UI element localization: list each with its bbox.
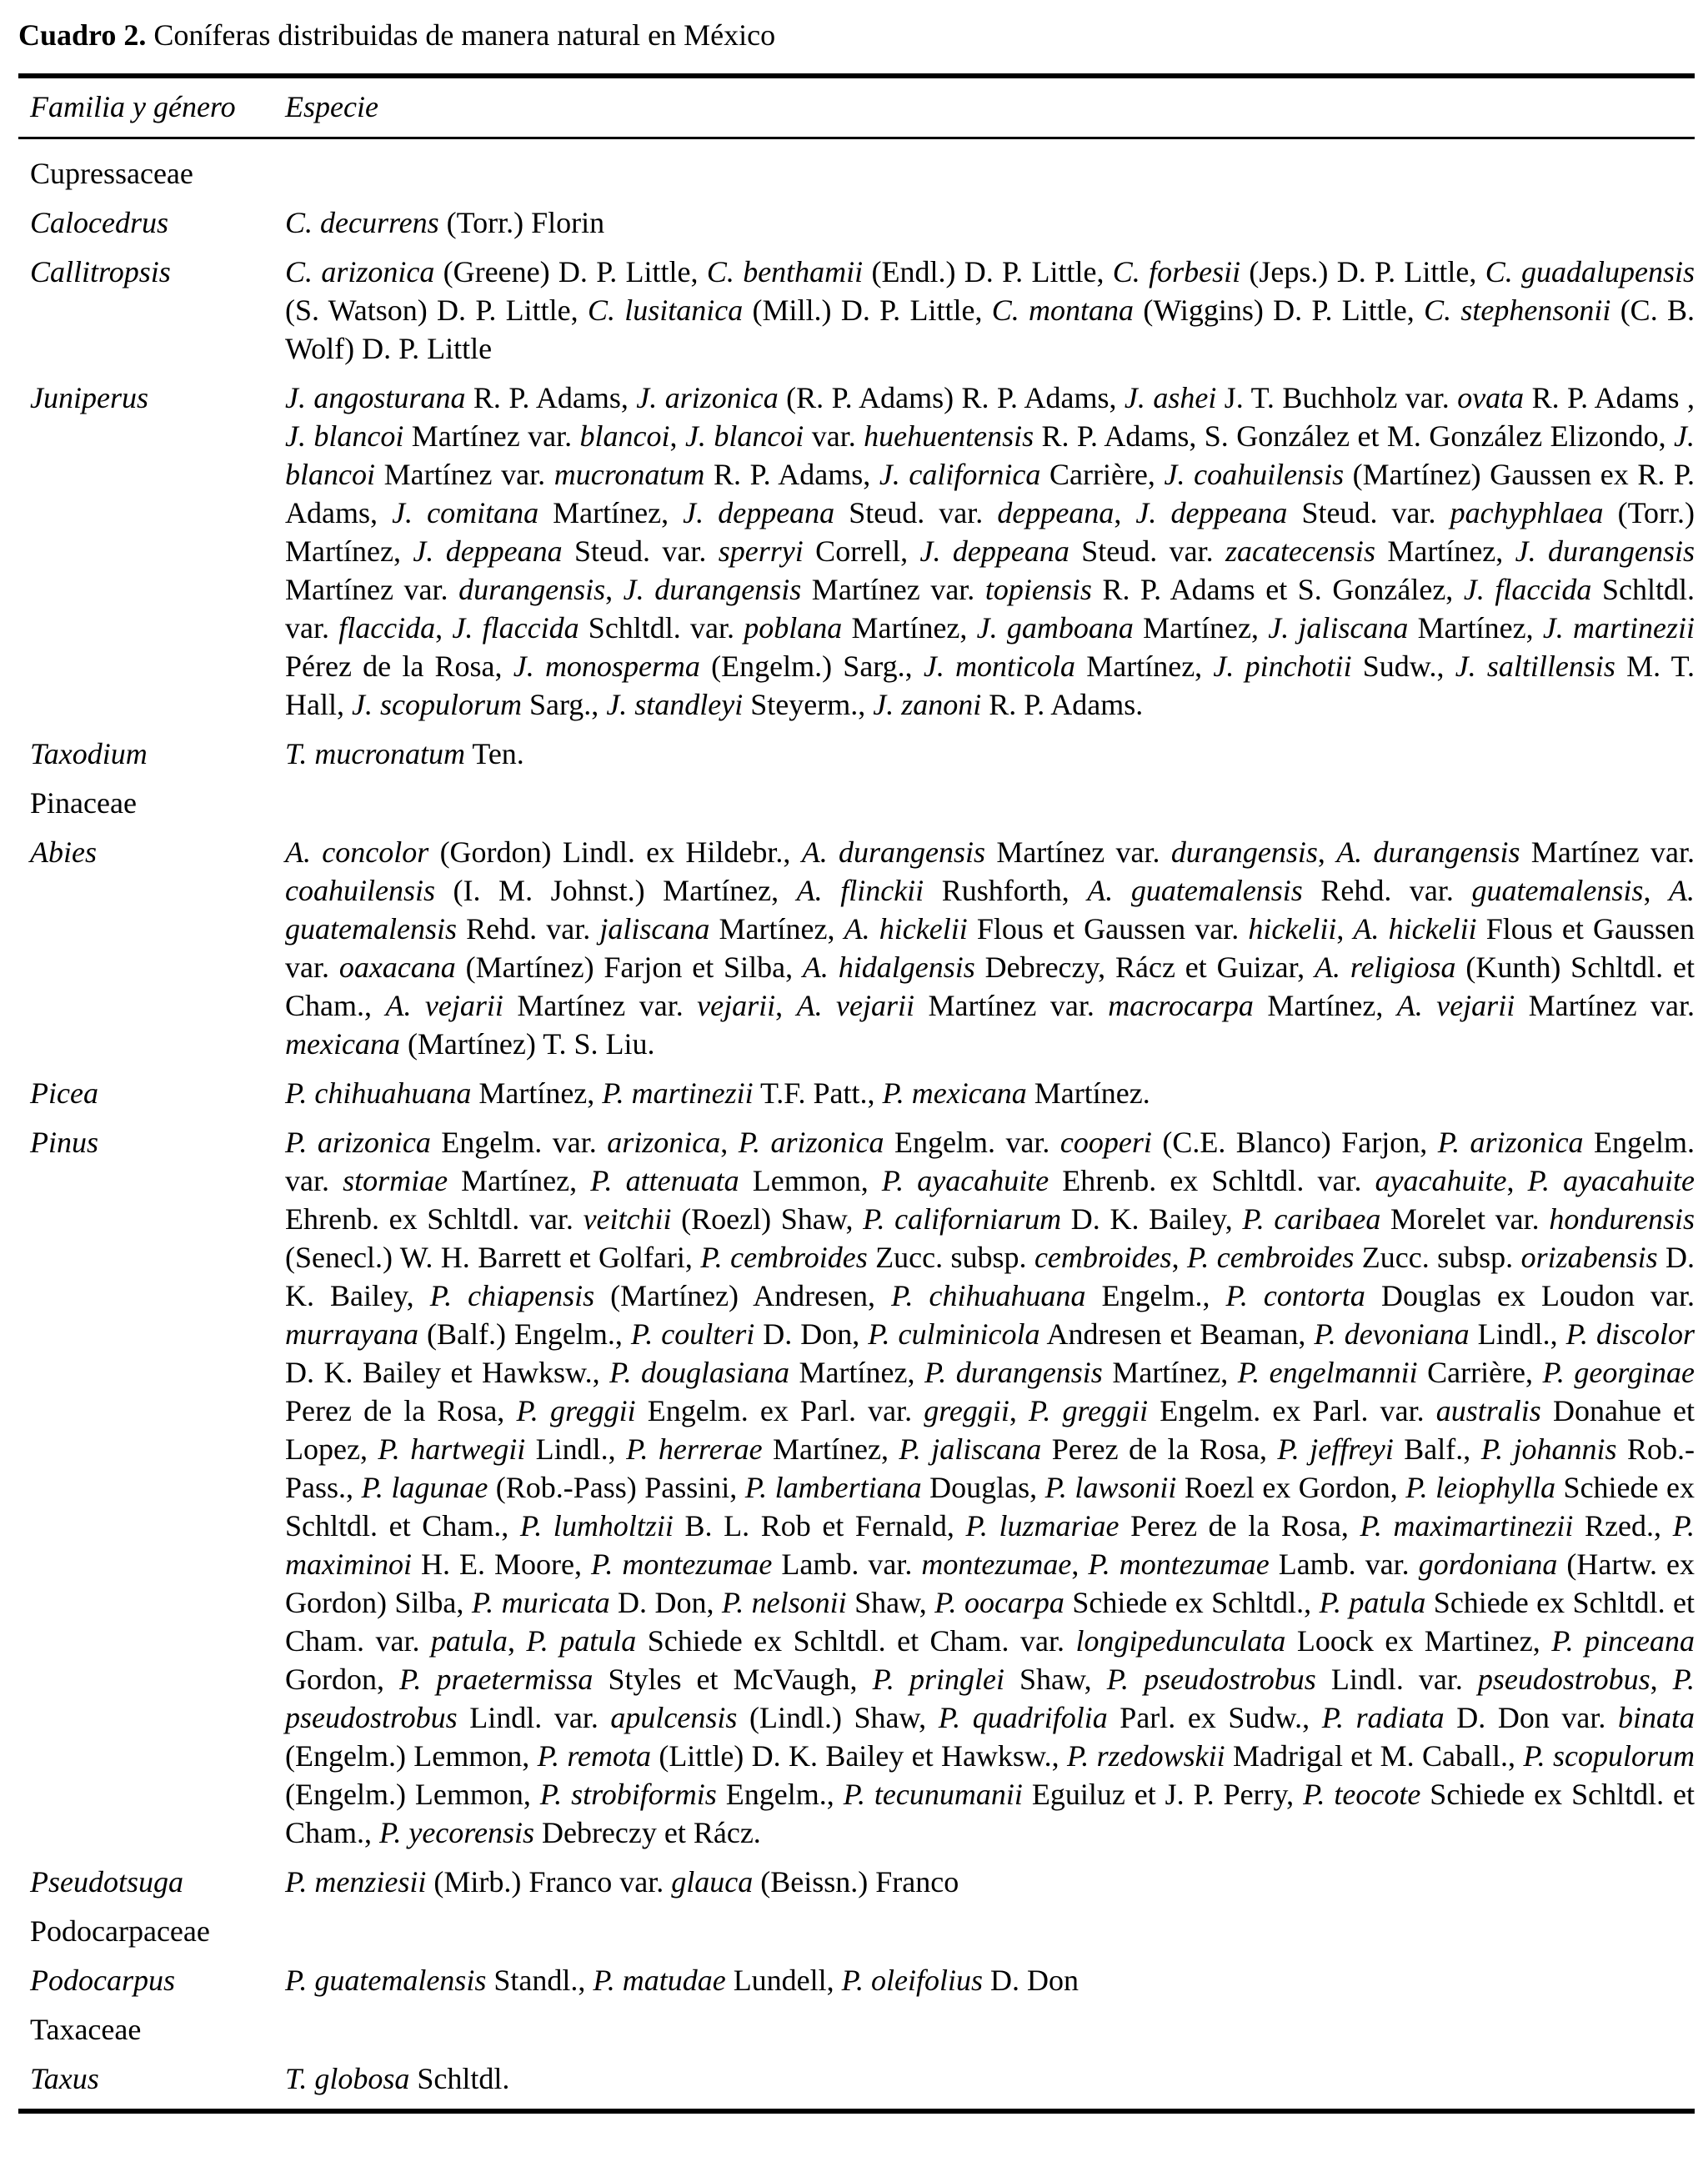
genus-name: Taxodium <box>30 737 148 770</box>
table-caption <box>18 17 1695 53</box>
species-list: T. mucronatum Ten. <box>285 737 524 770</box>
genus-name: Pinus <box>30 1126 99 1159</box>
table-caption-label: Cuadro 2. <box>18 18 147 52</box>
table-header-row <box>18 78 1695 137</box>
genus-name: Juniperus <box>30 381 148 414</box>
table-caption-text: Coníferas distribuidas de manera natural en México <box>146 18 776 52</box>
genus-name: Podocarpus <box>30 1964 175 1997</box>
table-row-picea <box>18 1074 1695 1112</box>
family-name: Pinaceae <box>30 786 137 820</box>
family-name: Podocarpaceae <box>30 1914 210 1948</box>
table-row-taxodium <box>18 735 1695 773</box>
species-list <box>285 784 1695 822</box>
species-list: A. concolor (Gordon) Lindl. ex Hildebr., A. durangensis Martínez var. durangensis, A. durangensis Martínez var. coahuilensis (I. M. Johnst.) Martínez, A. flinckii Rushforth, A. guatemalensis Rehd. var. guatemalensis, A. guatemalensis Rehd. var. jaliscana Martínez, A. hickelii Flous et Gaussen var. hickelii, A. hickelii Flous et Gaussen var. oaxacana (Martínez) Farjon et Silba, A. hidalgensis Debreczy, Rácz et Guizar, A. religiosa (Kunth) Schltdl. et Cham., A. vejarii Martínez var. vejarii, A. vejarii Martínez var. macrocarpa Martínez, A. vejarii Martínez var. mexicana (Martínez) T. S. Liu. <box>285 835 1695 1061</box>
species-list: J. angosturana R. P. Adams, J. arizonica (R. P. Adams) R. P. Adams, J. ashei J. T. Buchholz var. ovata R. P. Adams , J. blancoi Martínez var. blancoi, J. blancoi var. huehuentensis R. P. Adams, S. González et M. González Elizondo, J. blancoi Martínez var. mucronatum R. P. Adams, J. californica Carrière, J. coahuilensis (Martínez) Gaussen ex R. P. Adams, J. comitana Martínez, J. deppeana Steud. var. deppeana, J. deppeana Steud. var. pachyphlaea (Torr.) Martínez, J. deppeana Steud. var. sperryi Correll, J. deppeana Steud. var. zacatecensis Martínez, J. durangensis Martínez var. durangensis, J. durangensis Martínez var. topiensis R. P. Adams et S. González, J. flaccida Schltdl. var. flaccida, J. flaccida Schltdl. var. poblana Martínez, J. gamboana Martínez, J. jaliscana Martínez, J. martinezii Pérez de la Rosa, J. monosperma (Engelm.) Sarg., J. monticola Martínez, J. pinchotii Sudw., J. saltillensis M. T. Hall, J. scopulorum Sarg., J. standleyi Steyerm., J. zanoni R. P. Adams. <box>285 381 1695 721</box>
table-row-abies <box>18 833 1695 1063</box>
table-row-pinaceae <box>18 784 1695 822</box>
table-row-cupressaceae <box>18 154 1695 193</box>
table-row-pseudotsuga <box>18 1863 1695 1901</box>
table-row-pinus <box>18 1123 1695 1852</box>
species-list <box>285 154 1695 193</box>
species-list: P. menziesii (Mirb.) Franco var. glauca (Beissn.) Franco <box>285 1865 959 1899</box>
genus-name: Picea <box>30 1076 98 1110</box>
family-name: Taxaceae <box>30 2013 142 2046</box>
family-name: Cupressaceae <box>30 157 193 190</box>
species-list <box>285 2010 1695 2049</box>
species-list: C. decurrens (Torr.) Florin <box>285 206 605 239</box>
species-list <box>285 1912 1695 1950</box>
table-body <box>18 139 1695 2098</box>
table-row-calocedrus <box>18 203 1695 242</box>
genus-name: Calocedrus <box>30 206 168 239</box>
table-row-podocarpaceae <box>18 1912 1695 1950</box>
species-list: P. chihuahuana Martínez, P. martinezii T.F. Patt., P. mexicana Martínez. <box>285 1076 1150 1110</box>
species-list: T. globosa Schltdl. <box>285 2062 510 2095</box>
column-header-familia-genero: Familia y género <box>30 90 236 123</box>
table-row-podocarpus <box>18 1961 1695 1999</box>
table-row-juniperus <box>18 379 1695 724</box>
genus-name: Abies <box>30 835 97 869</box>
species-list: P. guatemalensis Standl., P. matudae Lundell, P. oleifolius D. Don <box>285 1964 1079 1997</box>
table-bottom-rule <box>18 2109 1695 2114</box>
table-row-taxaceae <box>18 2010 1695 2049</box>
species-list: C. arizonica (Greene) D. P. Little, C. benthamii (Endl.) D. P. Little, C. forbesii (Jeps.) D. P. Little, C. guadalupensis (S. Watson) D. P. Little, C. lusitanica (Mill.) D. P. Little, C. montana (Wiggins) D. P. Little, C. stephensonii (C. B. Wolf) D. P. Little <box>285 255 1695 365</box>
table-row-callitropsis <box>18 253 1695 368</box>
genus-name: Pseudotsuga <box>30 1865 183 1899</box>
column-header-especie: Especie <box>285 90 378 123</box>
genus-name: Callitropsis <box>30 255 171 288</box>
table-row-taxus <box>18 2059 1695 2098</box>
genus-name: Taxus <box>30 2062 99 2095</box>
species-list: P. arizonica Engelm. var. arizonica, P. arizonica Engelm. var. cooperi (C.E. Blanco) Farjon, P. arizonica Engelm. var. stormiae Martínez, P. attenuata Lemmon, P. ayacahuite Ehrenb. ex Schltdl. var. ayacahuite, P. ayacahuite Ehrenb. ex Schltdl. var. veitchii (Roezl) Shaw, P. californiarum D. K. Bailey, P. caribaea Morelet var. hondurensis (Senecl.) W. H. Barrett et Golfari, P. cembroides Zucc. subsp. cembroides, P. cembroides Zucc. subsp. orizabensis D. K. Bailey, P. chiapensis (Martínez) Andresen, P. chihuahuana Engelm., P. contorta Douglas ex Loudon var. murrayana (Balf.) Engelm., P. coulteri D. Don, P. culminicola Andresen et Beaman, P. devoniana Lindl., P. discolor D. K. Bailey et Hawksw., P. douglasiana Martínez, P. durangensis Martínez, P. engelmannii Carrière, P. georginae Perez de la Rosa, P. greggii Engelm. ex Parl. var. greggii, P. greggii Engelm. ex Parl. var. australis Donahue et Lopez, P. hartwegii Lindl., P. herrerae Martínez, P. jaliscana Perez de la Rosa, P. jeffreyi Balf., P. johannis Rob.-Pass., P. lagunae (Rob.-Pass) Passini, P. lambertiana Douglas, P. lawsonii Roezl ex Gordon, P. leiophylla Schiede ex Schltdl. et Cham., P. lumholtzii B. L. Rob et Fernald, P. luzmariae Perez de la Rosa, P. maximartinezii Rzed., P. maximinoi H. E. Moore, P. montezumae Lamb. var. montezumae, P. montezumae Lamb. var. gordoniana (Hartw. ex Gordon) Silba, P. muricata D. Don, P. nelsonii Shaw, P. oocarpa Schiede ex Schltdl., P. patula Schiede ex Schltdl. et Cham. var. patula, P. patula Schiede ex Schltdl. et Cham. var. longipedunculata Loock ex Martinez, P. pinceana Gordon, P. praetermissa Styles et McVaugh, P. pringlei Shaw, P. pseudostrobus Lindl. var. pseudostrobus, P. pseudostrobus Lindl. var. apulcensis (Lindl.) Shaw, P. quadrifolia Parl. ex Sudw., P. radiata D. Don var. binata (Engelm.) Lemmon, P. remota (Little) D. K. Bailey et Hawksw., P. rzedowskii Madrigal et M. Caball., P. scopulorum (Engelm.) Lemmon, P. strobiformis Engelm., P. tecunumanii Eguiluz et J. P. Perry, P. teocote Schiede ex Schltdl. et Cham., P. yecorensis Debreczy et Rácz. <box>285 1126 1695 1849</box>
